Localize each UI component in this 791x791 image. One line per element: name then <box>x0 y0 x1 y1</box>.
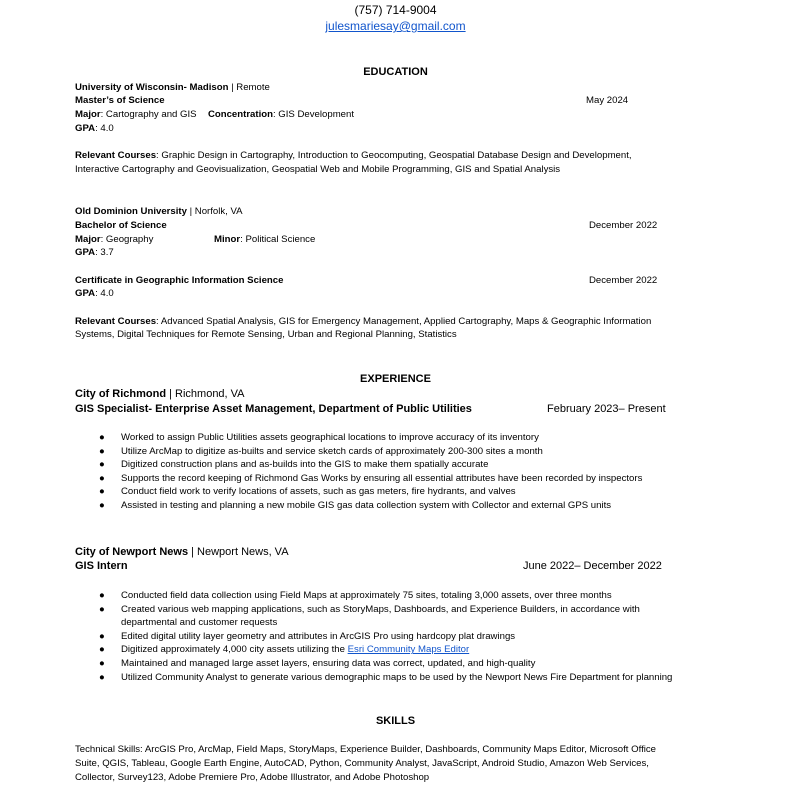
uw-school: University of Wisconsin- Madison <box>75 82 229 93</box>
list-item: ● Created various web mapping applications, such as StoryMaps, Dashboards, and Experience Builders, in accordance with departmental and customer requests <box>99 603 640 629</box>
bullet-icon: ● <box>99 671 105 683</box>
newport-title: GIS Intern <box>75 560 128 572</box>
newport-date: June 2022– December 2022 <box>523 560 662 572</box>
uw-courses-text1: : Graphic Design in Cartography, Introduction to Geocomputing, Geospatial Database Design and Development, <box>156 150 632 161</box>
uw-gpa-line <box>75 122 114 135</box>
list-item: ● Utilize ArcMap to digitize as-builts and service sketch cards of approximately 200-300 sites a month <box>99 445 543 457</box>
bullet-icon: ● <box>99 486 105 498</box>
bullet-icon: ● <box>99 657 105 669</box>
odu-minor-label: Minor <box>214 234 241 245</box>
newport-bullet-list <box>75 589 672 684</box>
list-item: ● Worked to assign Public Utilities assets geographical locations to improve accuracy of its inventory <box>99 432 539 443</box>
odu-courses-line2: Systems, Digital Techniques for Remote Sensing, Urban and Regional Planning, Statistics <box>75 329 457 340</box>
skills-heading: SKILLS <box>375 715 416 727</box>
email-link[interactable]: julesmariesay@gmail.com <box>325 19 466 33</box>
newport-org-line <box>75 545 289 559</box>
richmond-bullet-list <box>75 431 642 513</box>
odu-cert-gpa-line <box>75 287 114 300</box>
odu-gpa-label: GPA <box>75 247 96 258</box>
uw-location: | Remote <box>228 82 270 93</box>
uw-concentration-value: : GIS Development <box>272 109 355 120</box>
odu-minor-value: : Political Science <box>240 234 316 245</box>
esri-community-maps-editor-link[interactable]: Esri Community Maps Editor <box>347 644 470 656</box>
odu-cert-gpa-value: : 4.0 <box>95 288 114 299</box>
skills-line1: Technical Skills: ArcGIS Pro, ArcMap, Field Maps, StoryMaps, Experience Builder, Dashboards, Community Maps Editor, Microsoft Office <box>75 744 656 755</box>
odu-major-value: : Geography <box>100 234 154 245</box>
list-item: ● Utilized Community Analyst to generate various demographic maps to be used by the Newport News Fire Department for planning <box>99 671 673 683</box>
uw-major-line <box>75 108 354 121</box>
odu-date: December 2022 <box>589 220 658 231</box>
uw-gpa-value: : 4.0 <box>95 123 114 134</box>
bullet-icon: ● <box>99 445 105 457</box>
richmond-date: February 2023– Present <box>547 403 666 415</box>
experience-heading: EXPERIENCE <box>360 373 431 385</box>
odu-school-line <box>75 205 243 218</box>
uw-courses-line2: Interactive Cartography and Geovisualization, Geospatial Web and Mobile Programming, GIS and Spatial Analysis <box>75 164 561 175</box>
uw-concentration-label: Concentration <box>207 109 273 120</box>
education-heading: EDUCATION <box>363 66 428 78</box>
list-item: ● Edited digital utility layer geometry and attributes in ArcGIS Pro using hardcopy plat drawings <box>99 630 516 642</box>
newport-location: | Newport News, VA <box>188 546 289 558</box>
bullet-icon: ● <box>99 472 105 484</box>
skills-line2: Suite, QGIS, Tableau, Google Earth Engine, AutoCAD, Python, Community Analyst, JavaScript, Android Studio, Amazon Web Services, <box>75 758 649 769</box>
odu-major-label: Major <box>75 234 101 245</box>
odu-courses-text1: : Advanced Spatial Analysis, GIS for Emergency Management, Applied Cartography, Maps & Geographic Information <box>156 316 652 327</box>
odu-school: Old Dominion University <box>75 206 187 217</box>
richmond-location: | Richmond, VA <box>166 388 245 400</box>
bullet-icon: ● <box>99 644 105 656</box>
bullet-icon: ● <box>99 499 105 511</box>
bullet-icon: ● <box>99 590 105 601</box>
list-item: ● Conducted field data collection using Field Maps at approximately 75 sites, totaling 3,000 assets, over three months <box>99 590 612 601</box>
odu-major-line <box>75 233 153 246</box>
bullet-icon: ● <box>99 459 105 471</box>
odu-courses-label: Relevant Courses <box>75 316 157 327</box>
uw-major-label: Major <box>75 109 101 120</box>
bullet-icon: ● <box>99 630 105 642</box>
odu-gpa-value: : 3.7 <box>95 247 114 258</box>
odu-courses-line1 <box>75 315 651 328</box>
phone-number: (757) 714-9004 <box>354 3 437 17</box>
uw-gpa-label: GPA <box>75 123 96 134</box>
list-item: ● Assisted in testing and planning a new mobile GIS gas data collection system with Collector and external GPS units <box>99 499 612 511</box>
list-item: ● Conduct field work to verify locations of assets, such as gas meters, fire hydrants, and valves <box>99 486 516 498</box>
odu-location: | Norfolk, VA <box>186 206 243 217</box>
uw-courses-label: Relevant Courses <box>75 150 157 161</box>
odu-minor-line <box>214 233 315 246</box>
email-line <box>0 19 791 34</box>
richmond-org-line <box>75 387 245 401</box>
list-item: ● Digitized construction plans and as-builds into the GIS to make them spatially accurate <box>99 459 489 471</box>
uw-major-value: : Cartography and GIS <box>100 109 197 120</box>
newport-org: City of Newport News <box>75 546 189 558</box>
odu-certificate: Certificate in Geographic Information Science <box>75 275 284 286</box>
odu-certificate-date: December 2022 <box>589 275 658 286</box>
richmond-title: GIS Specialist- Enterprise Asset Management, Department of Public Utilities <box>75 403 472 415</box>
bullet-icon: ● <box>99 603 105 615</box>
list-item: ● Maintained and managed large asset layers, ensuring data was correct, updated, and high-quality <box>99 657 536 669</box>
skills-line3: Collector, Survey123, Adobe Premiere Pro, Adobe Illustrator, and Adobe Photoshop <box>75 772 430 783</box>
richmond-org: City of Richmond <box>75 388 167 400</box>
uw-courses-line1 <box>75 149 632 162</box>
list-item: ● Supports the record keeping of Richmond Gas Works by ensuring all essential attributes have been recorded by inspectors <box>99 472 643 484</box>
odu-gpa-line <box>75 246 114 259</box>
odu-cert-gpa-label: GPA <box>75 288 96 299</box>
bullet-icon: ● <box>99 432 105 443</box>
list-item: ● Digitized approximately 4,000 city assets utilizing the Esri Community Maps Editor <box>99 644 470 656</box>
odu-degree: Bachelor of Science <box>75 220 167 231</box>
uw-date: May 2024 <box>586 95 629 106</box>
uw-school-line <box>75 81 270 94</box>
uw-degree: Master’s of Science <box>75 95 165 106</box>
